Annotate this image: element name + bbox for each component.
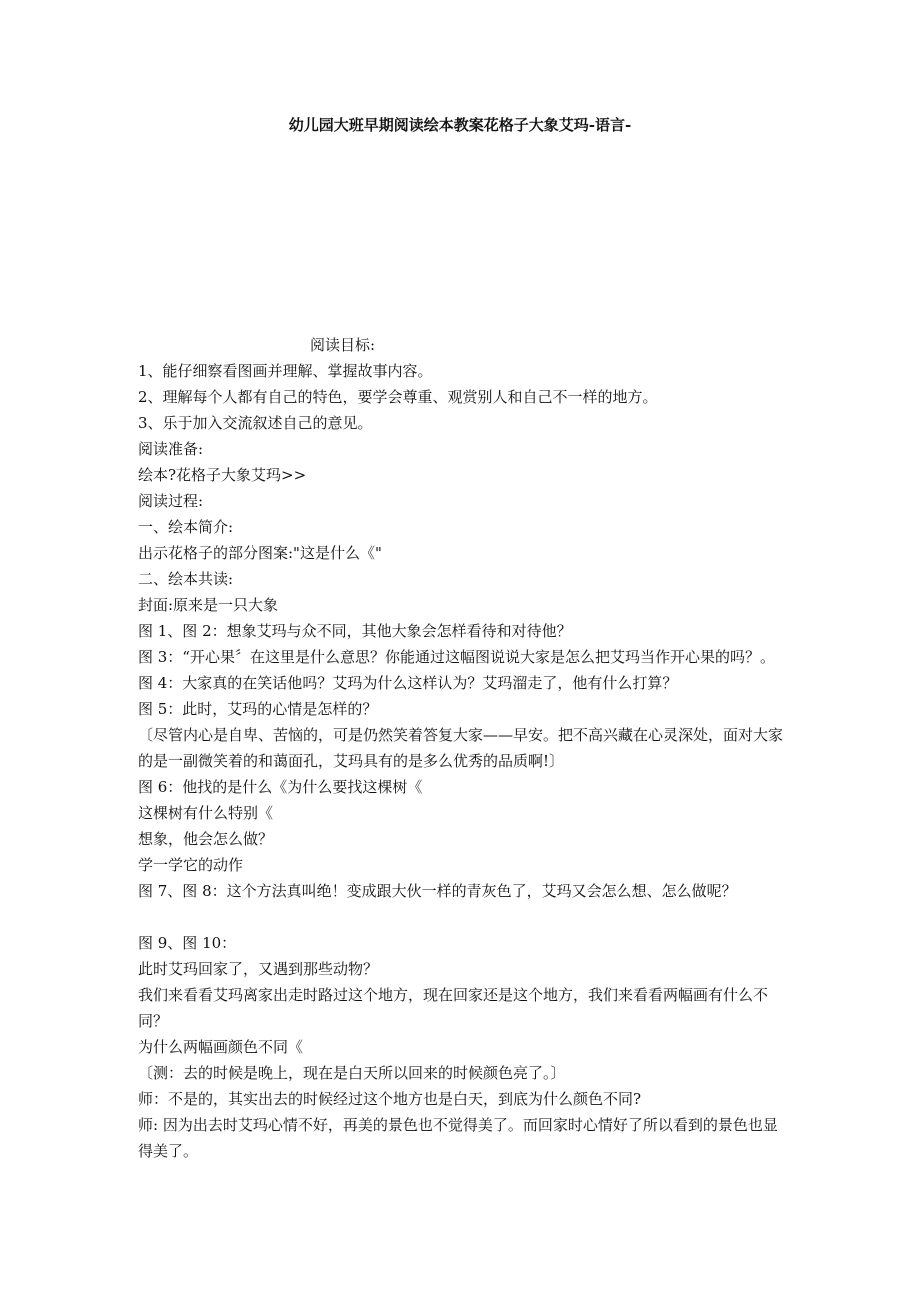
body-line: 出示花格子的部分图案:"这是什么《": [138, 544, 382, 562]
body-line: 图 9、图 10：: [138, 934, 237, 952]
goal-item-2: 2、理解每个人都有自己的特色，要学会尊重、观赏别人和自己不一样的地方。: [138, 388, 658, 406]
body-line: 师：不是的，其实出去的时候经过这个地方也是白天，到底为什么颜色不同?: [138, 1090, 642, 1108]
book-intro-heading: 一、绘本简介:: [138, 518, 234, 536]
body-line: 图 3：“开心果〞在这里是什么意思？你能通过这幅图说说大家是怎么把艾玛当作开心果的吗？。: [138, 648, 775, 666]
body-line: 想象，他会怎么做？: [138, 830, 274, 848]
shared-reading-heading: 二、绘本共读:: [138, 570, 234, 588]
body-line: 这棵树有什么特别《: [138, 804, 274, 822]
reading-goals-heading: 阅读目标:: [310, 336, 376, 354]
body-line: 图 5：此时，艾玛的心情是怎样的？: [138, 700, 378, 718]
goal-item-3: 3、乐于加入交流叙述自己的意见。: [138, 414, 373, 432]
reading-process-heading: 阅读过程:: [138, 492, 204, 510]
document-body: [138, 358, 788, 1164]
body-line: 图 4：大家真的在笑话他吗？艾玛为什么这样认为？艾玛溜走了，他有什么打算？: [138, 674, 678, 692]
body-line: 学一学它的动作: [138, 856, 244, 874]
page-title: 幼儿园大班早期阅读绘本教案花格子大象艾玛-语言-: [288, 116, 632, 134]
body-line: 〔尽管内心是自卑、苦恼的，可是仍然笑着答复大家——早安。把不高兴藏在心灵深处，面对大家的是一副微笑着的和蔼面孔，艾玛具有的是多么优秀的品质啊!〕: [138, 726, 784, 770]
body-line: 图 7、图 8：这个方法真叫绝！变成跟大伙一样的青灰色了，艾玛又会怎么想、怎么做呢？: [138, 882, 737, 900]
reading-preparation-heading: 阅读准备:: [138, 440, 204, 458]
body-line: 师: 因为出去时艾玛心情不好，再美的景色也不觉得美了。而回家时心情好了所以看到的景色也显得美了。: [138, 1116, 778, 1160]
body-line: 此时艾玛回家了，又遇到那些动物？: [138, 960, 379, 978]
body-line: 封面:原来是一只大象: [138, 596, 279, 614]
body-line: 为什么两幅画颜色不同《: [138, 1038, 304, 1056]
body-line: 图 6：他找的是什么《为什么要找这棵树《: [138, 778, 423, 796]
body-line: 〔测：去的时候是晚上，现在是白天所以回来的时候颜色亮了。〕: [138, 1064, 566, 1082]
body-line: 我们来看看艾玛离家出走时路过这个地方，现在回家还是这个地方，我们来看看两幅画有什么不同？: [138, 986, 769, 1030]
picture-book-line: 绘本?花格子大象艾玛>>: [138, 466, 307, 484]
body-line: 图 1、图 2：想象艾玛与众不同，其他大象会怎样看待和对待他？: [138, 622, 572, 640]
goal-item-1: 1、能仔细察看图画并理解、掌握故事内容。: [138, 362, 433, 380]
blank-line: [138, 904, 788, 930]
